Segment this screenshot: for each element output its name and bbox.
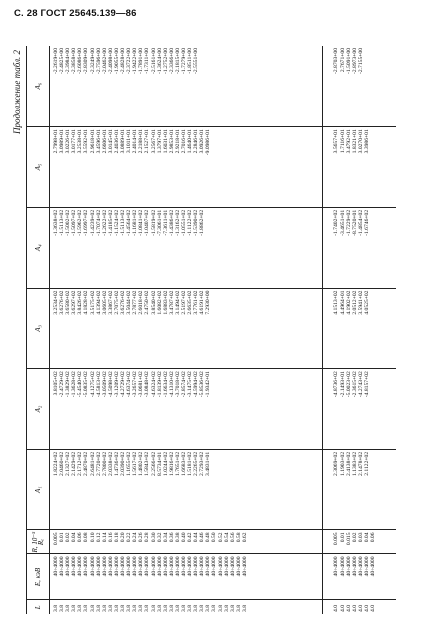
col-header-r: R, 10⁻⁵ Rₑ <box>27 530 50 554</box>
table-caption: Продолжение табл. 2 <box>12 50 22 134</box>
col-header-a2: A₂ <box>27 369 50 450</box>
cell-a2: -4.8736+02 -2.1493+01 -5.0023+02 -2.3615+02 -4.2743+02 -4.8157+02 <box>323 369 396 450</box>
col-header-a5: A₅ <box>27 127 50 208</box>
cell-a3: 3.2534+02 3.6276+02 3.6580+02 3.6297+02 3.8426+02 4.1828+02 3.5175+02 4.1394+02 3.0605+02 3.3867+02 2.7075+02 3.6276+02 3.5044+02 2.7877+02 2.6018+02 2.4750+02 3.8540+02 1.6082+02 1.6883+02 3.4787+02 3.1494+02 2.5197+02 2.6635+02 3.7761+02 4.6191+02 7.2930+00 <box>50 288 323 369</box>
cell-e: 40÷4000 40÷4000 40÷4000 40÷4000 40÷4000 40÷4000 40÷4000 40÷4000 40÷4000 40÷4000 40÷4000 40÷4000 40÷4000 40÷4000 40÷4000 40÷4000 40÷4000 40÷4000 40÷4000 40÷4000 40÷4000 40÷4000 40÷4000 40÷4000 40÷4000 40÷4000 40÷4000 40÷4000 40÷4000 40÷4000 40÷4000 40÷4000 <box>50 554 323 600</box>
col-header-e: E, кэВ <box>27 554 50 600</box>
data-table <box>26 46 396 614</box>
table-header-row <box>27 46 50 614</box>
cell-r: 0.005 0.01 0.015 0.02 0.03 0.04 0.06 <box>323 530 396 554</box>
rotated-table-area <box>10 40 402 620</box>
table-row-group-l38 <box>50 46 323 614</box>
cell-l: 4.0 4.0 4.0 4.0 4.0 4.0 4.0 <box>323 600 396 614</box>
cell-e: 40÷4000 40÷4000 40÷4000 40÷4000 40÷4000 40÷4000 40÷4000 <box>323 554 396 600</box>
page-header: С. 28 ГОСТ 25645.139—86 <box>14 8 137 19</box>
col-header-a3: A₃ <box>27 288 50 369</box>
cell-a3: 4.1513+02 4.4964+01 4.1902+02 2.0512+02 3.5941+02 4.0525+02 <box>323 288 396 369</box>
col-header-a6: A₆ <box>27 46 50 127</box>
cell-r: 0.005 0.01 0.02 0.04 0.06 0.08 0.10 0.12 0.14 0.16 0.18 0.20 0.22 0.24 0.26 0.28 0.30 0.32 0.34 0.36 0.38 0.40 0.42 0.44 0.46 0.48 0.50 0.52 0.54 0.56 0.58 0.62 <box>50 530 323 554</box>
cell-a6: -2.2619+00 -2.4825+00 -2.3984+00 -2.3858+00 -2.6086+00 -2.8309+00 -2.3249+00 -2.7596+00 -2.0462+00 -2.4098+00 -1.9055+00 -2.4828+00 -2.3722+00 -1.9422+00 -1.7891+00 -1.7311+00 -2.5161+00 -1.3624+00 -1.2752+00 -2.3366+00 -2.1815+00 -1.7279+00 -1.8511+00 -2.5551+00 <box>50 46 323 127</box>
col-header-l: L <box>27 600 50 614</box>
cell-a5: 2.7998+01 3.0989+01 3.0226+01 3.0177+01 3.2538+01 3.5592+01 2.9618+01 3.4596+01 2.6606+01 3.0145+01 2.4036+01 3.0889+01 3.1011+01 2.4014+01 2.2188+01 2.1527+01 3.2567+01 1.3797+01 1.6031+01 2.9853+01 2.9218+01 2.7016+01 1.4640+01 2.2846+01 3.0926+01 -9.0986+01 <box>50 127 323 208</box>
cell-a1: 2.3069+02 1.1903+02 2.4138+02 1.1383+02 2.1478+02 2.1122+02 <box>323 449 396 530</box>
col-header-a4: A₄ <box>27 207 50 288</box>
cell-a2: 3.8105+02 -2.4729+02 -1.3829+02 -1.3628+02 -5.4540+02 -5.0835+02 -4.1275+02 -4.5813+02 -3.0509+02 -4.5098+02 -3.1209+02 -4.2729+02 -4.6374+02 -3.2657+02 -3.0681+02 -3.0848+02 -4.6324+02 -1.8139+02 -1.6634+02 -4.1310+02 -3.7018+02 -2.8574+02 -3.1475+02 -4.5994+02 -5.8536+02 -1.9342+01 <box>50 369 323 450</box>
cell-a4: -1.3638+02 -1.5113+02 -1.5002+02 -1.5097+02 -1.5962+02 -1.6997+02 -1.4239+02 -1.7074+02 -1.2622+02 -1.4185+02 -1.1524+02 -1.5113+02 -1.4564+02 -1.1681+02 -1.0841+02 -1.0407+02 -1.5819+02 -7.3061+01 -7.3611+01 -1.4386+02 -1.3162+02 -1.0551+02 -1.1122+02 -1.5390+02 -1.8862+02 <box>50 207 323 288</box>
table-row-group-l40 <box>323 46 396 614</box>
cell-a5: 3.5657+01 1.7116+01 3.4792+01 1.8321+01 3.0270+01 3.3986+01 <box>323 127 396 208</box>
col-header-a1: A₁ <box>27 449 50 530</box>
cell-a4: -1.7402+02 -3.4651+01 -1.7229+02 -8.7520+01 -1.4854+02 -1.6746+02 <box>323 207 396 288</box>
cell-l: 3.8 3.8 3.8 3.8 3.8 3.8 3.8 3.8 3.8 3.8 3.8 3.8 3.8 3.8 3.8 3.8 3.8 3.8 3.8 3.8 3.8 3.8 3.8 3.8 3.8 3.8 3.8 3.8 3.8 3.8 3.8 3.8 <box>53 605 248 612</box>
cell-a1: 1.8224+02 2.0460+02 2.1327+02 2.1429+02 2.1712+02 2.4870+02 2.6481+02 2.7720+02 2.7800+02 2.0338+02 1.4736+02 2.0390+02 1.1655+02 1.5617+02 1.4802+02 1.5843+02 2.2566+02 8.5734+01 1.0244+02 1.9816+02 1.7651+02 1.6683+02 1.5181+02 2.2265+02 2.7293+02 3.4831+01 <box>50 449 323 530</box>
cell-a6: -2.8703+00 2.7671+00 -1.5091+00 -2.8973+00 -2.7155+00 <box>323 46 396 127</box>
